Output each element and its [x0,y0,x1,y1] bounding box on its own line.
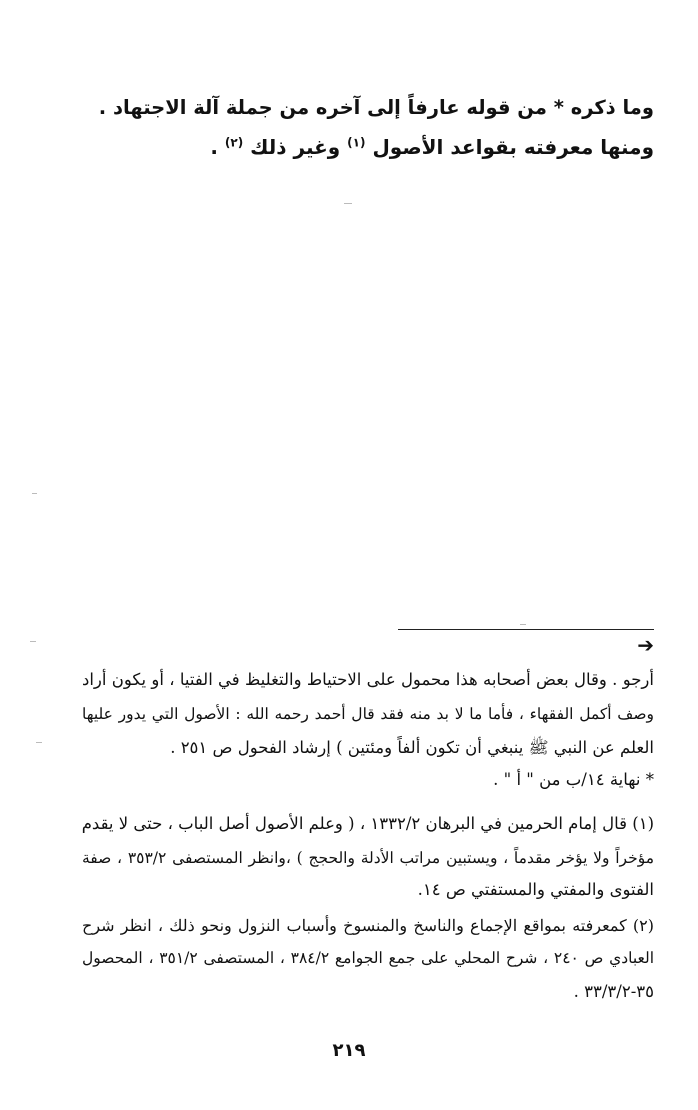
continuation-arrow-icon: ➔ [637,633,654,657]
footnote-separator [398,629,654,630]
footnote-line-8: (٢) كمعرفته بمواقع الإجماع والناسخ والمنسوخ وأسباب النزول ونحو ذلك ، انظر شرح [82,916,654,935]
scan-speck [520,624,526,625]
scan-speck [32,493,37,494]
footnote-line-6: مؤخراً ولا يؤخر مقدماً ، ويستبين مراتب الأدلة والحجج ) ،وانظر المستصفى ٣٥٣/٢ ، صفة [82,849,655,867]
footnote-line-4: * نهاية ١٤/ب من " أ " . [493,770,654,789]
footnote-line-7: الفتوى والمفتي والمستفتي ص ١٤. [417,880,654,899]
footnote-ref-1: (١) [347,135,366,150]
main-text-line-2-start: ومنها معرفته بقواعد الأصول [372,135,654,159]
footnote-line-9: العبادي ص ٢٤٠ ، شرح المحلي على جمع الجوامع ٣٨٤/٢ ، المستصفى ٣٥١/٢ ، المحصول [82,949,655,967]
main-text-line-1: وما ذكره * من قوله عارفاً إلى آخره من جملة آلة الاجتهاد . [98,96,654,119]
footnote-line-3: العلم عن النبي ﷺ ينبغي أن تكون ألفاً ومئتين ) إرشاد الفحول ص ٢٥١ . [170,738,654,757]
main-text-line-2-middle: وغير ذلك [250,135,348,159]
main-text-line-2 [90,132,654,162]
footnote-line-1: أرجو . وقال بعض أصحابه هذا محمول على الاحتياط والتغليظ في الفتيا ، أو يكون أراد [82,670,654,689]
footnote-line-5: (١) قال إمام الحرمين في البرهان ١٣٣٢/٢ ، ( وعلم الأصول أصل الباب ، حتى لا يقدم [81,814,654,833]
page-number: ٢١٩ [332,1040,366,1061]
main-text-line-2-end: . [210,135,225,159]
footnote-line-2: وصف أكمل الفقهاء ، فأما ما لا بد منه فقد قال أحمد رحمه الله : الأصول التي يدور عليها [82,705,654,723]
scan-speck [30,641,36,642]
footnote-line-10: ٣٥-٣٣/٣/٢ . [573,982,654,1001]
scan-speck [36,742,42,743]
footnote-ref-2: (٢) [224,135,244,150]
scan-speck [344,203,352,204]
